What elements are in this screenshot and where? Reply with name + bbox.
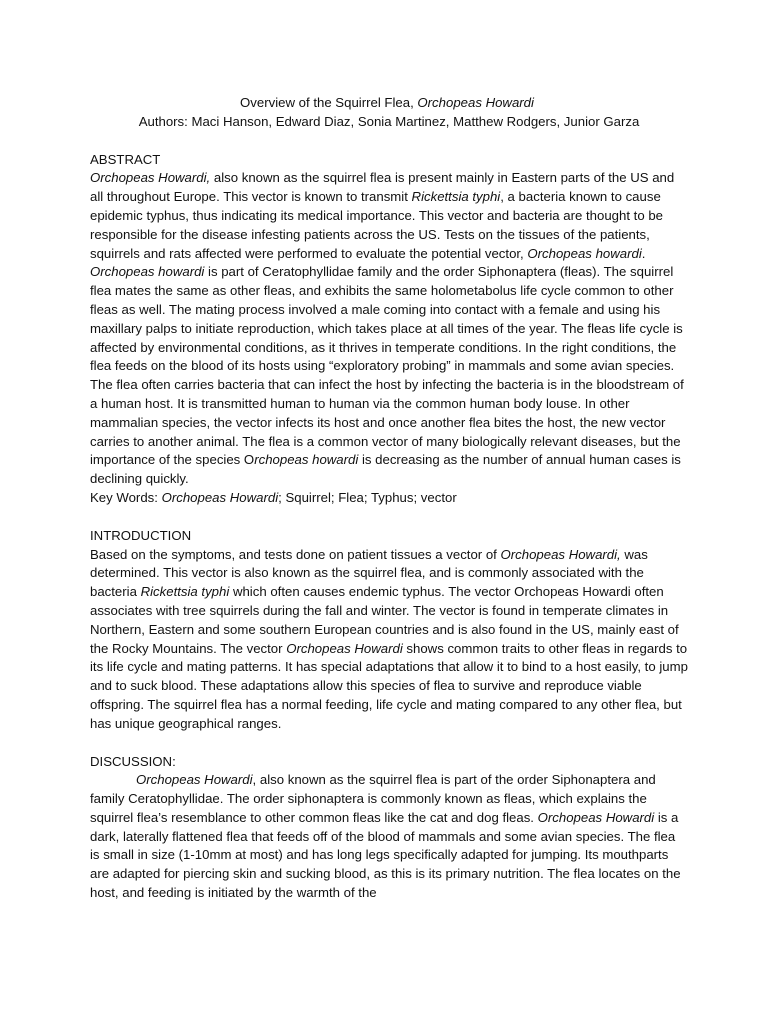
- introduction-paragraph: Based on the symptoms, and tests done on patient tissues a vector of Orchopeas Howardi, was determined. This vector is also known as the squirrel flea, and is commonly associated with the bacteria Rickettsia typhi which often causes endemic typhus. The vector Orchopeas Howardi often associates with tree squirrels during the fall and winter. The vector is found in temperate climates in Northern, Eastern and some southern European countries and is also found in the US, mainly east of the Rocky Mountains. The vector Orchopeas Howardi shows common traits to other fleas in regards to its life cycle and mating patterns. It has special adaptations that allow it to bind to a host easily, to jump and to suck blood. These adaptations allow this species of flea to survive and reproduce viable offspring. The squirrel flea has a normal feeding, life cycle and mating compared to any other flea, but has unique geographical ranges.: [90, 546, 688, 731]
- discussion-heading: DISCUSSION:: [90, 753, 176, 769]
- introduction-heading: INTRODUCTION: [90, 527, 192, 543]
- abstract-paragraph: Orchopeas Howardi, also known as the squirrel flea is present mainly in Eastern parts of the US and all throughout Europe. This vector is known to transmit Rickettsia typhi, a bacteria known to cause epidemic typhus, thus indicating its medical importance. This vector and bacteria are thought to be responsible for the disease infesting patients across the US. Tests on the tissues of the patients, squirrels and rats affected were performed to evaluate the potential vector, Orchopeas howardi. Orchopeas howardi is part of Ceratophyllidae family and the order Siphonaptera (fleas). The squirrel flea mates the same as other fleas, and exhibits the same holometabolus life cycle common to other fleas as well. The mating process involved a male coming into contact with a female and using his maxillary palps to initiate reproduction, which takes place at all times of the year. The fleas life cycle is affected by environmental conditions, as it thrives in temperate conditions. In the right conditions, the flea feeds on the blood of its hosts using “exploratory probing” in mammals and some avian species. The flea often carries bacteria that can infect the host by infecting the bacteria is in the bloodstream of a human host. It is transmitted human to human via the common human body louse. In other mammalian species, the vector infects its host and once another flea bites the host, the new vector carries to another animal. The flea is a common vector of many biologically relevant diseases, but the importance of the species Orchopeas howardi is decreasing as the number of annual human cases is declining quickly.: [90, 170, 684, 487]
- discussion-paragraph: Orchopeas Howardi, also known as the squirrel flea is part of the order Siphonaptera and family Ceratophyllidae. The order siphonaptera is commonly known as fleas, which explains the squirrel flea’s resemblance to other common fleas like the cat and dog fleas. Orchopeas Howardi is a dark, laterally flattened flea that feeds off of the blood of mammals and some avian species. The flea is small in size (1-10mm at most) and has long legs specifically adapted for jumping. Its mouthparts are adapted for piercing skin and sucking blood, as this is its primary nutrition. The flea locates on the host, and feeding is initiated by the warmth of the: [90, 772, 681, 901]
- spacer: [90, 734, 688, 753]
- spacer: [90, 508, 688, 527]
- spacer: [90, 132, 688, 151]
- paper-authors: Authors: Maci Hanson, Edward Diaz, Sonia Martinez, Matthew Rodgers, Junior Garza: [138, 113, 640, 129]
- abstract-heading: ABSTRACT: [90, 151, 161, 167]
- title-species: Orchopeas Howardi: [417, 95, 534, 110]
- keywords-line: Key Words: Orchopeas Howardi; Squirrel; Flea; Typhus; vector: [90, 489, 457, 505]
- paper-title: Overview of the Squirrel Flea, Orchopeas Howardi: [240, 95, 534, 110]
